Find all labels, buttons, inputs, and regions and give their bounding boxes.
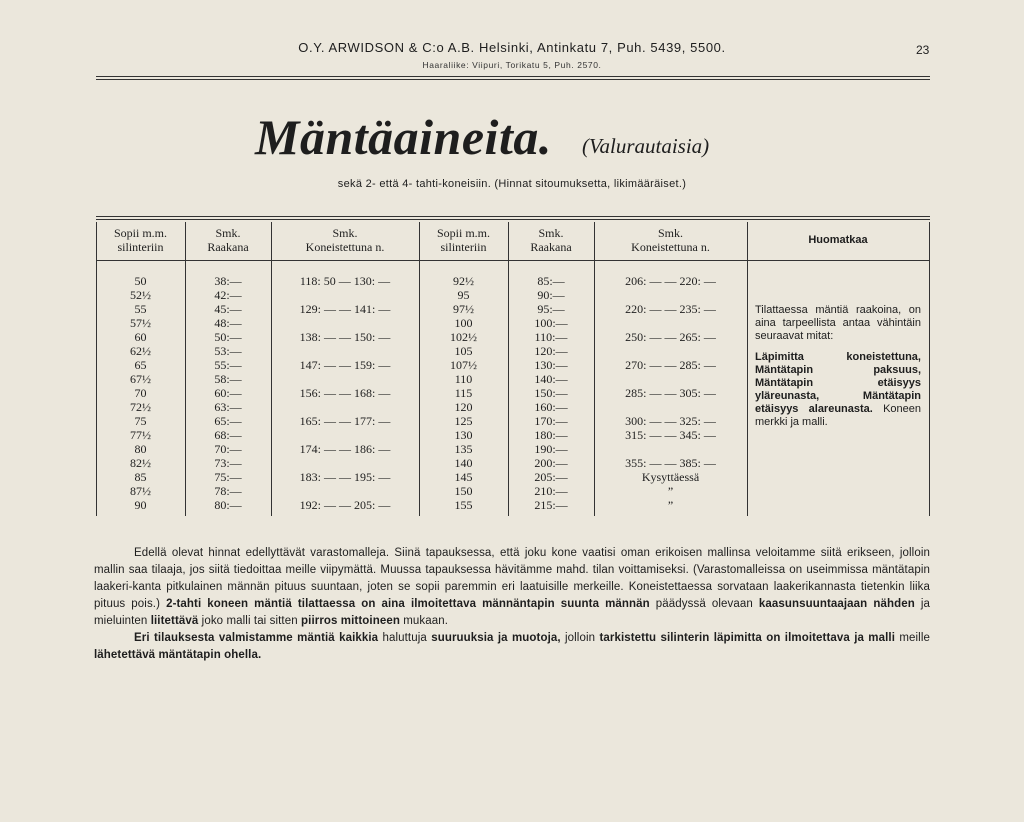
cylinder-size: 92½ bbox=[453, 274, 474, 288]
raw-price: 70:— bbox=[214, 442, 242, 456]
raw-price: 140:— bbox=[534, 372, 568, 386]
cylinder-size: 105 bbox=[454, 344, 473, 358]
machined-price: 315: — — 345: — bbox=[625, 428, 716, 442]
machined-price: ” bbox=[667, 484, 674, 498]
raw-price: 215:— bbox=[534, 498, 568, 512]
cylinder-size: 135 bbox=[454, 442, 473, 456]
col-machined-price-1 bbox=[271, 274, 419, 512]
col-raw-price-2 bbox=[508, 274, 594, 512]
raw-price: 58:— bbox=[214, 372, 242, 386]
raw-price: 100:— bbox=[534, 316, 568, 330]
header-huomatkaa: Huomatkaa bbox=[808, 234, 868, 246]
machined-price bbox=[594, 372, 747, 386]
header-koneistettuna-1: Smk. Koneistettuna n. bbox=[305, 226, 385, 254]
header-sopii-2: Sopii m.m. silinteriin bbox=[436, 226, 490, 254]
raw-price: 50:— bbox=[214, 330, 242, 344]
machined-price bbox=[594, 344, 747, 358]
note-paragraph-2 bbox=[755, 351, 921, 429]
cylinder-size: 65 bbox=[134, 358, 147, 372]
cylinder-size: 57½ bbox=[130, 316, 151, 330]
cylinder-size: 140 bbox=[454, 456, 473, 470]
machined-price: 250: — — 265: — bbox=[625, 330, 716, 344]
raw-price: 160:— bbox=[534, 400, 568, 414]
machined-price bbox=[271, 428, 419, 442]
terms-paragraph-2: Eri tilauksesta valmistamme mäntiä kaikkia haluttuja suuruuksia ja muotoja, jolloin tarkistettu silinterin läpimitta on ilmoitettava ja malli meille lähetettävä mäntätapin ohella. bbox=[94, 632, 930, 661]
cylinder-size: 62½ bbox=[130, 344, 151, 358]
machined-price: 270: — — 285: — bbox=[625, 358, 716, 372]
machined-price: 174: — — 186: — bbox=[299, 442, 391, 456]
note-rest: Koneen merkki ja malli. bbox=[755, 403, 922, 428]
page-subtitle: (Valurautaisia) bbox=[582, 134, 710, 158]
raw-price: 73:— bbox=[214, 456, 242, 470]
machined-price bbox=[594, 442, 747, 456]
header-sopii-1: Sopii m.m. silinteriin bbox=[113, 226, 167, 254]
cylinder-size: 80 bbox=[134, 442, 147, 456]
cylinder-size: 85 bbox=[134, 470, 147, 484]
machined-price: 285: — — 305: — bbox=[625, 386, 716, 400]
machined-price bbox=[271, 288, 419, 302]
cylinder-size: 95 bbox=[457, 288, 470, 302]
machined-price: 300: — — 325: — bbox=[625, 414, 716, 428]
machined-price bbox=[271, 316, 419, 330]
raw-price: 80:— bbox=[214, 498, 242, 512]
machined-price bbox=[594, 400, 747, 414]
machined-price bbox=[271, 400, 419, 414]
cylinder-size: 72½ bbox=[130, 400, 151, 414]
raw-price: 38:— bbox=[214, 274, 242, 288]
table-top-rule bbox=[96, 216, 930, 217]
machined-price: 165: — — 177: — bbox=[299, 414, 391, 428]
raw-price: 48:— bbox=[214, 316, 242, 330]
header-koneistettuna-2: Smk. Koneistettuna n. bbox=[631, 226, 710, 254]
col-divider bbox=[929, 222, 930, 516]
col-divider bbox=[747, 222, 748, 516]
cylinder-size: 130 bbox=[454, 428, 473, 442]
col-raw-price-1 bbox=[185, 274, 271, 512]
raw-price: 45:— bbox=[214, 302, 242, 316]
cylinder-size: 155 bbox=[454, 498, 473, 512]
table-top-rule-2 bbox=[96, 219, 930, 220]
raw-price: 55:— bbox=[214, 358, 242, 372]
terms-text bbox=[94, 545, 930, 664]
machined-price: 206: — — 220: — bbox=[625, 274, 716, 288]
header-rule-bottom bbox=[96, 79, 930, 80]
cylinder-size: 125 bbox=[454, 414, 473, 428]
cylinder-size: 120 bbox=[454, 400, 473, 414]
header-raakana-2: Smk. Raakana bbox=[530, 226, 572, 254]
machined-price: 220: — — 235: — bbox=[625, 302, 716, 316]
raw-price: 180:— bbox=[534, 428, 568, 442]
note-paragraph-1: Tilattaessa mäntiä raakoina, on aina tarpeellista antaa vähintäin seuraavat mitat: bbox=[755, 304, 921, 342]
raw-price: 65:— bbox=[214, 414, 242, 428]
machined-price: Kysyttäessä bbox=[641, 470, 700, 484]
cylinder-size: 70 bbox=[134, 386, 147, 400]
raw-price: 68:— bbox=[214, 428, 242, 442]
raw-price: 170:— bbox=[534, 414, 568, 428]
table-header-rule bbox=[96, 260, 930, 261]
raw-price: 120:— bbox=[534, 344, 568, 358]
raw-price: 150:— bbox=[534, 386, 568, 400]
note-bold: Läpimitta koneistettuna, Mäntätapin paksuus, Mäntätapin etäisyys yläreunasta, Mäntätapin etäisyys alareunasta. bbox=[755, 351, 921, 415]
cylinder-size: 67½ bbox=[130, 372, 151, 386]
raw-price: 110:— bbox=[534, 330, 568, 344]
terms-paragraph-1: Edellä olevat hinnat edellyttävät varastomalleja. Siinä tapauksessa, että joku kone vaatisi oman erikoisen mallinsa veloitamme siitä erikseen, jolloin mallin saa tilaaja, jos siitä tiedoittaa meille viipymättä. Muussa tapauksessa hävitämme mahd. tilan voittamiseksi. (Varastomalleissa on useimmissa mäntätapin laakeri-kanta pitkulainen männän pituus suuntaan, joten se sopii paremmin eri laatuisille merkeille. Koneistettaessa sorvataan laakerikannasta tietenkin liika pituus pois.) 2-tahti koneen mäntiä tilattaessa on aina ilmoitettava männäntapin suunta männän päädyssä olevaan kaasunsuuntaajaan nähden ja mieluinten liitettävä joko malli tai sitten piirros mittoineen mukaan. bbox=[94, 547, 931, 627]
header-raakana-1: Smk. Raakana bbox=[207, 226, 249, 254]
machined-price bbox=[271, 372, 419, 386]
cylinder-size: 60 bbox=[134, 330, 147, 344]
header-rule-top bbox=[96, 76, 930, 77]
order-note bbox=[755, 304, 921, 437]
page-number: 23 bbox=[916, 43, 930, 57]
machined-price: ” bbox=[667, 498, 674, 512]
cylinder-size: 52½ bbox=[130, 288, 151, 302]
raw-price: 75:— bbox=[214, 470, 242, 484]
raw-price: 200:— bbox=[534, 456, 568, 470]
machined-price bbox=[271, 456, 419, 470]
page-tagline: sekä 2- että 4- tahti-koneisiin. (Hinnat sitoumuksetta, likimääräiset.) bbox=[337, 178, 687, 190]
raw-price: 53:— bbox=[214, 344, 242, 358]
raw-price: 60:— bbox=[214, 386, 242, 400]
cylinder-size: 102½ bbox=[450, 330, 477, 344]
machined-price: 118: 50 — 130: — bbox=[299, 274, 391, 288]
cylinder-size: 97½ bbox=[453, 302, 474, 316]
raw-price: 95:— bbox=[537, 302, 565, 316]
machined-price: 183: — — 195: — bbox=[299, 470, 391, 484]
raw-price: 78:— bbox=[214, 484, 242, 498]
machined-price: 147: — — 159: — bbox=[299, 358, 391, 372]
cylinder-size: 75 bbox=[134, 414, 147, 428]
machined-price: 129: — — 141: — bbox=[299, 302, 391, 316]
cylinder-size: 150 bbox=[454, 484, 473, 498]
cylinder-size: 107½ bbox=[450, 358, 477, 372]
machined-price bbox=[271, 484, 419, 498]
cylinder-size: 145 bbox=[454, 470, 473, 484]
cylinder-size: 90 bbox=[134, 498, 147, 512]
machined-price bbox=[594, 288, 747, 302]
raw-price: 63:— bbox=[214, 400, 242, 414]
cylinder-size: 110 bbox=[454, 372, 473, 386]
cylinder-size: 82½ bbox=[130, 456, 151, 470]
col-machined-price-2 bbox=[594, 274, 747, 512]
raw-price: 205:— bbox=[534, 470, 568, 484]
raw-price: 90:— bbox=[537, 288, 565, 302]
cylinder-size: 77½ bbox=[130, 428, 151, 442]
cylinder-size: 87½ bbox=[130, 484, 151, 498]
col-cylinder-1 bbox=[96, 274, 185, 512]
cylinder-size: 50 bbox=[134, 274, 147, 288]
machined-price: 192: — — 205: — bbox=[299, 498, 391, 512]
cylinder-size: 100 bbox=[454, 316, 473, 330]
col-cylinder-2 bbox=[419, 274, 508, 512]
raw-price: 85:— bbox=[537, 274, 565, 288]
page-title: Mäntäaineita. bbox=[255, 109, 552, 165]
company-header: O.Y. ARWIDSON & C:o A.B. Helsinki, Antinkatu 7, Puh. 5439, 5500. bbox=[298, 40, 726, 55]
machined-price bbox=[594, 316, 747, 330]
raw-price: 210:— bbox=[534, 484, 568, 498]
machined-price: 156: — — 168: — bbox=[299, 386, 391, 400]
branch-info: Haaraliike: Viipuri, Torikatu 5, Puh. 2570. bbox=[422, 60, 602, 70]
raw-price: 190:— bbox=[534, 442, 568, 456]
machined-price: 138: — — 150: — bbox=[299, 330, 391, 344]
machined-price: 355: — — 385: — bbox=[625, 456, 716, 470]
machined-price bbox=[271, 344, 419, 358]
price-table bbox=[96, 216, 930, 516]
cylinder-size: 115 bbox=[454, 386, 473, 400]
cylinder-size: 55 bbox=[134, 302, 147, 316]
raw-price: 42:— bbox=[214, 288, 242, 302]
raw-price: 130:— bbox=[534, 358, 568, 372]
